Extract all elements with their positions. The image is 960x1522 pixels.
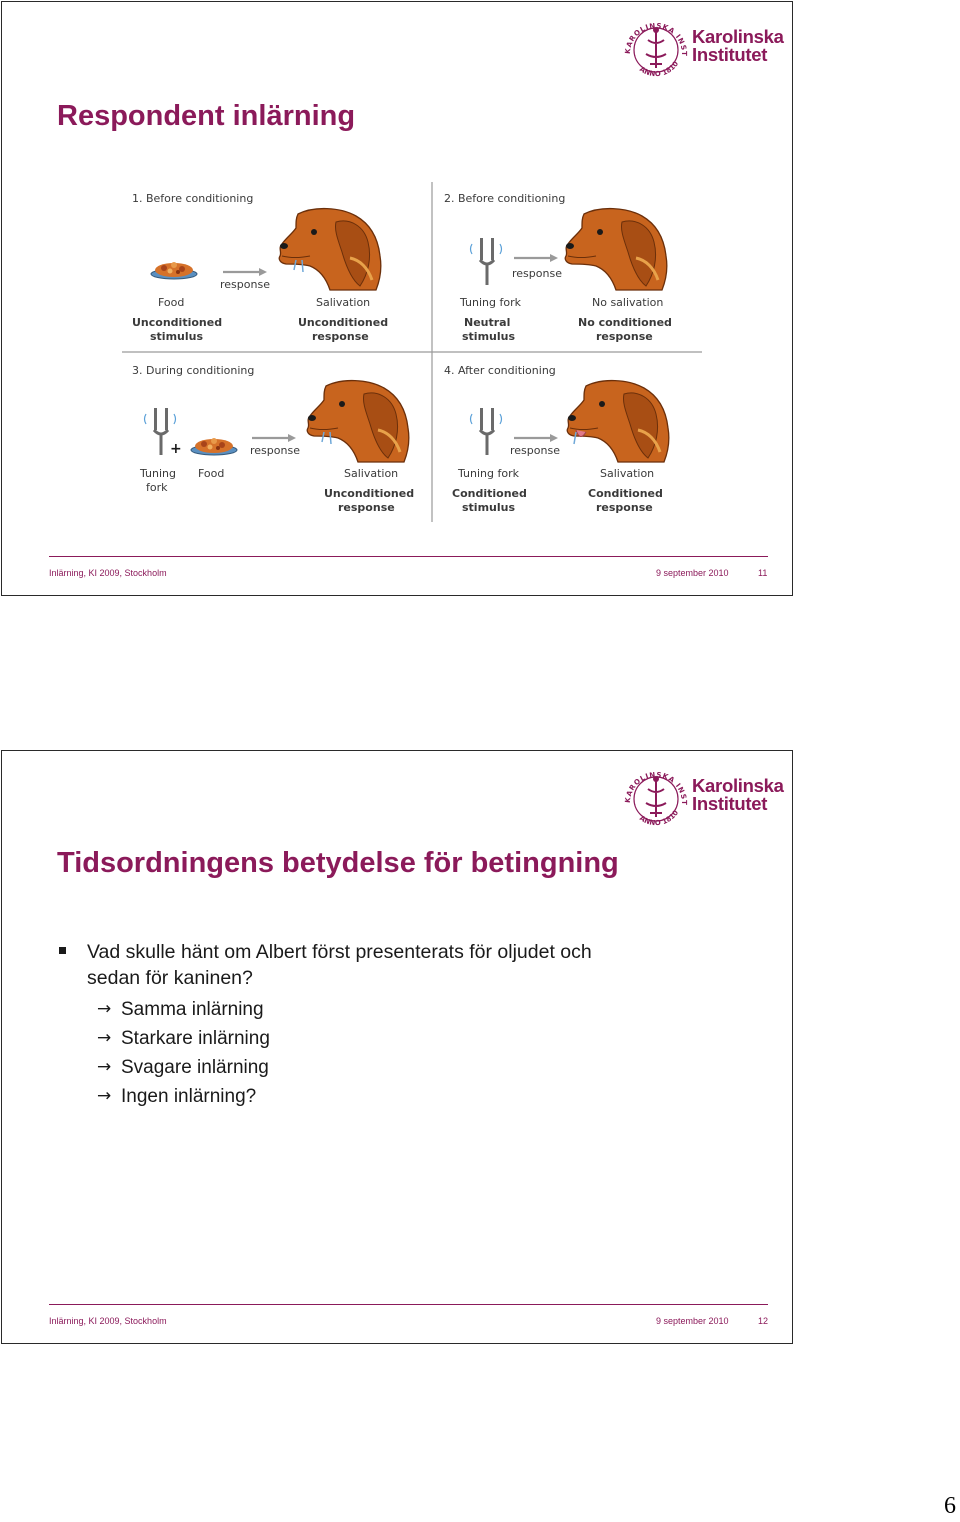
caption: Tuning fork	[458, 467, 519, 480]
arrow-label: response	[512, 267, 562, 280]
footer-page-number: 11	[758, 568, 768, 578]
panel-before-conditioning-1	[132, 192, 388, 343]
caption: Unconditioned	[298, 316, 389, 329]
slide-title: Tidsordningens betydelse för betingning	[57, 847, 619, 879]
svg-text:ANNO 1810: ANNO 1810	[638, 59, 681, 79]
caption: stimulus	[462, 330, 516, 343]
caption: Neutral	[464, 316, 511, 329]
caption: response	[596, 501, 653, 514]
karolinska-logo	[622, 16, 782, 84]
footer-page-number: 12	[758, 1316, 769, 1326]
caption: stimulus	[150, 330, 204, 343]
svg-text:KAROLINSKA INSTITUTET: KAROLINSKA INST	[623, 21, 689, 57]
arrow-icon	[514, 434, 558, 442]
caption: response	[312, 330, 369, 343]
bullet-text-line2: sedan för kaninen?	[87, 967, 253, 989]
right-arrow-icon: →	[97, 999, 112, 1019]
conditioning-diagram	[120, 180, 710, 528]
caption: Food	[158, 296, 185, 309]
logo-name-line1: Karolinska	[692, 775, 784, 796]
caption: Conditioned	[588, 487, 663, 500]
arrow-icon	[223, 268, 267, 276]
sub-item-label: Svagare inlärning	[121, 1057, 269, 1078]
caption: fork	[146, 481, 168, 494]
caption: Tuning fork	[460, 296, 521, 309]
slide-2	[1, 750, 793, 1344]
sub-item	[57, 995, 737, 1024]
dog-head-icon	[567, 381, 669, 462]
bullet-item	[57, 939, 737, 991]
tuning-fork-icon	[471, 238, 502, 285]
logo-name-line2: Institutet	[692, 44, 768, 65]
footer-source: Inlärning, KI 2009, Stockholm	[49, 1316, 167, 1326]
slide-title: Respondent inlärning	[57, 100, 356, 132]
food-bowl-icon	[191, 438, 237, 455]
caption: Food	[198, 467, 225, 480]
footer-rule	[49, 556, 768, 557]
caption: response	[596, 330, 653, 343]
dog-head-icon	[279, 209, 381, 290]
arrow-label: response	[510, 444, 560, 457]
seal-icon	[622, 765, 690, 833]
svg-text:KAROLINSKA INSTITUTET: KAROLINSKA INST	[623, 770, 689, 806]
right-arrow-icon: →	[97, 1086, 112, 1106]
dog-head-icon	[307, 381, 409, 462]
arrow-label: response	[250, 444, 300, 457]
sub-item	[57, 1053, 737, 1082]
caption: Conditioned	[452, 487, 527, 500]
panel-during-conditioning	[132, 364, 414, 514]
panel-heading: 2. Before conditioning	[444, 192, 566, 205]
plus-icon: +	[170, 441, 182, 457]
caption: Salivation	[600, 467, 655, 480]
seal-icon	[622, 16, 690, 84]
dog-head-icon	[565, 209, 667, 290]
caption: Salivation	[316, 296, 371, 309]
caption: Tuning	[140, 467, 177, 480]
panel-heading: 4. After conditioning	[444, 364, 556, 377]
bullet-list	[57, 939, 737, 1111]
footer-source: Inlärning, KI 2009, Stockholm	[49, 568, 167, 578]
footer-date: 9 september 2010	[656, 1316, 729, 1326]
arrow-icon	[514, 254, 558, 262]
caption: Unconditioned	[132, 316, 223, 329]
caption: response	[338, 501, 395, 514]
food-bowl-icon	[151, 262, 197, 279]
sub-item	[57, 1082, 737, 1111]
panel-after-conditioning	[444, 364, 669, 514]
sub-item-label: Starkare inlärning	[121, 1028, 270, 1049]
karolinska-logo	[622, 765, 782, 833]
caption: stimulus	[462, 501, 516, 514]
caption: Salivation	[344, 467, 399, 480]
panel-before-conditioning-2	[444, 192, 672, 343]
arrow-label: response	[220, 278, 270, 291]
logo-name-line2: Institutet	[692, 793, 768, 814]
footer-rule	[49, 1304, 768, 1305]
panel-heading: 3. During conditioning	[132, 364, 255, 377]
caption: No salivation	[592, 296, 664, 309]
panel-heading: 1. Before conditioning	[132, 192, 254, 205]
arrow-icon	[252, 434, 296, 442]
svg-text:ANNO 1810: ANNO 1810	[638, 808, 681, 828]
square-bullet-icon	[59, 947, 66, 954]
caption: No conditioned	[578, 316, 672, 329]
tuning-fork-icon	[471, 408, 502, 455]
document-page-number: 6	[944, 1493, 956, 1519]
logo-name-line1: Karolinska	[692, 26, 784, 47]
sub-item	[57, 1024, 737, 1053]
right-arrow-icon: →	[97, 1057, 112, 1077]
slide-1	[1, 1, 793, 596]
sub-item-label: Ingen inlärning?	[121, 1086, 257, 1107]
right-arrow-icon: →	[97, 1028, 112, 1048]
footer-date: 9 september 2010	[656, 568, 729, 578]
caption: Unconditioned	[324, 487, 415, 500]
sub-item-label: Samma inlärning	[121, 999, 264, 1020]
bullet-text-line1: Vad skulle hänt om Albert först presenterats för oljudet och	[87, 941, 592, 963]
